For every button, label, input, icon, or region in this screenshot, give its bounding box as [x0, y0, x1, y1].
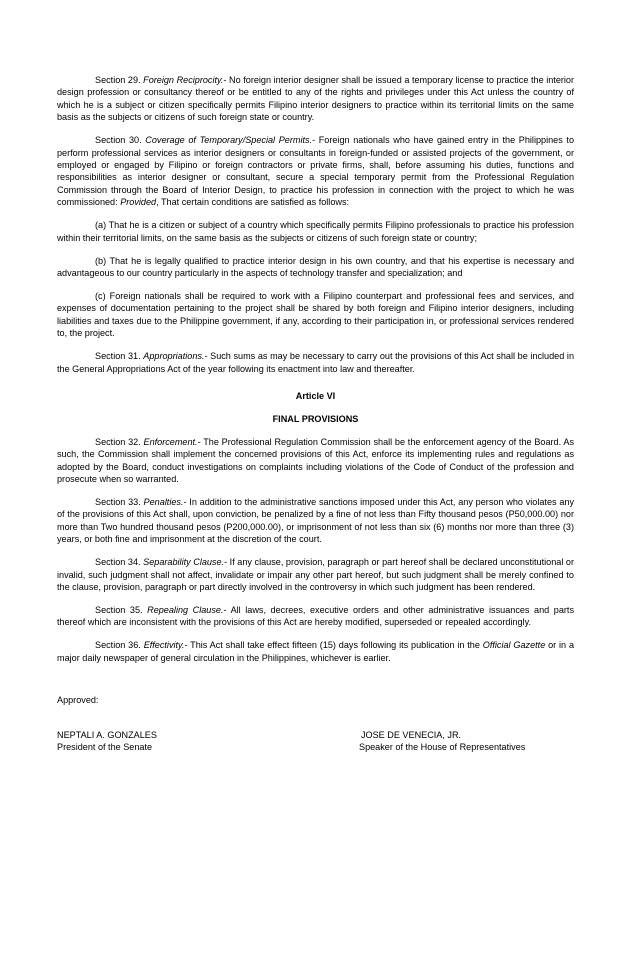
section-number: Section 34.: [95, 557, 141, 568]
section-text: - In addition to the administrative sanctions imposed under this Act, any person who violates any of the provisions of this Act shall, upon conviction, be penalized by a fine of not less than Fifty thousand pesos (P50,000.00) nor more than Two hundred thousand pesos (P200,000.00), or imprisonment of not less than six (6) months nor more than three (3) years, or both fine and imprisonment at the discretion of the court.: [57, 496, 575, 545]
section-33: [57, 496, 574, 546]
signatory-title: Speaker of the House of Representatives: [359, 741, 526, 752]
publication-name: Official Gazette: [482, 640, 546, 651]
section-text: - This Act shall take effect fifteen (15) days following its publication in the: [184, 640, 483, 651]
section-heading: Coverage of Temporary/Special Permits.: [145, 135, 313, 146]
approved-label: Approved:: [57, 695, 99, 706]
section-text: - Foreign nationals who have gained entry in the Philippines to perform professional services as interior designers or consultants in foreign-funded or assisted projects of the government, or employed or engaged by Filipino or foreign contractors or private firms, shall, before assuming his duties, functions and responsibilities as interior designer or consultant, secure a special temporary permit from the Professional Regulation Commission through the Board of Interior Design, to practice his profession in connection with the project to which he was commissioned:: [57, 135, 575, 208]
section-number: Section 29.: [95, 75, 141, 85]
article-title: Article VI: [295, 390, 336, 401]
section-heading: Appropriations.: [143, 351, 205, 362]
section-heading: Penalties.: [143, 496, 184, 507]
section-36: [57, 639, 574, 664]
section-number: Section 31.: [95, 351, 141, 362]
section-number: Section 33.: [95, 496, 141, 507]
section-text: - The Professional Regulation Commission shall be the enforcement agency of the Board. As such, the Commission shall implement the concerned provisions of this Act, enforce its implementing rules and regulations as adopted by the Board, conduct investigations on complaints including violations of the Code of Conduct of the profession and prosecute when so warranted.: [57, 436, 574, 484]
proviso-term: Provided: [120, 197, 157, 208]
section-heading: Enforcement.: [143, 436, 198, 447]
condition-b: (b) That he is legally qualified to practice interior design in his own country, and that his expertise is necessary and advantageous to our country particularly in the aspects of technology transfer and specialization; and: [57, 255, 574, 279]
section-number: Section 35.: [95, 604, 143, 615]
section-text: - Such sums as may be necessary to carry out the provisions of this Act shall be included in the General Appropriations Act of the year following its enactment into law and thereafter.: [57, 351, 575, 374]
section-text: - All laws, decrees, executive orders and other administrative issuances and parts thereof which are inconsistent with the provisions of this Act are hereby modified, superseded or repealed accordingly.: [57, 604, 574, 628]
signatory-name: NEPTALI A. GONZALES: [57, 729, 157, 740]
article-subtitle: FINAL PROVISIONS: [272, 413, 359, 424]
section-text-continued: , That certain conditions are satisfied as follows:: [156, 197, 350, 208]
section-heading: Repealing Clause.: [147, 604, 224, 615]
section-35: [57, 604, 574, 629]
section-text-continued: or in a major daily newspaper of general circulation in the Philippines, whichever is earlier.: [57, 640, 575, 663]
condition-c: (c) Foreign nationals shall be required to work with a Filipino counterpart and professional fees and services, and expenses of documentation pertaining to the project shall be shared by both foreign and Filipino interior designers, including liabilities and taxes due to the Philippine government, if any, according to their participation in, or professional services rendered to, the project.: [57, 291, 574, 339]
section-32: [57, 436, 574, 486]
section-heading: Foreign Reciprocity.: [143, 75, 224, 85]
document-page: [57, 74, 574, 753]
section-heading: Separability Clause.: [143, 557, 225, 568]
section-text: - If any clause, provision, paragraph or part hereof shall be declared unconstitutional or invalid, such judgment shall not affect, invalidate or impair any other part hereof, but such judgment shall be merely confined to the clause, provision, paragraph or part directly involved in the controversy in which such judgment has been rendered.: [57, 557, 575, 592]
section-number: Section 32.: [95, 436, 141, 447]
section-number: Section 30.: [95, 135, 142, 146]
section-34: [57, 556, 574, 593]
signature-block: [57, 729, 574, 754]
section-text: - No foreign interior designer shall be issued a temporary license to practice the interior design profession or consultancy thereof or be entitled to any of the rights and privileges under this Act unless the country of which he is a subject or citizen specifically permits Filipino interior designers to practice within its territorial limits on the same basis as the subjects or citizens of such foreign state or country.: [57, 75, 575, 123]
section-31: [57, 350, 574, 375]
section-30: [57, 134, 574, 208]
section-29: [57, 74, 574, 124]
section-heading: Effectivity.: [143, 640, 185, 651]
signatory-name: JOSE DE VENECIA, JR.: [361, 729, 462, 740]
signatory-house: [359, 729, 574, 754]
signatory-senate: [57, 729, 359, 754]
condition-a: (a) That he is a citizen or subject of a country which specifically permits Filipino professionals to practice his profession within their territorial limits, on the same basis as the subjects or citizens of such foreign state or country;: [57, 220, 574, 243]
section-number: Section 36.: [95, 640, 141, 651]
signatory-title: President of the Senate: [57, 741, 153, 752]
